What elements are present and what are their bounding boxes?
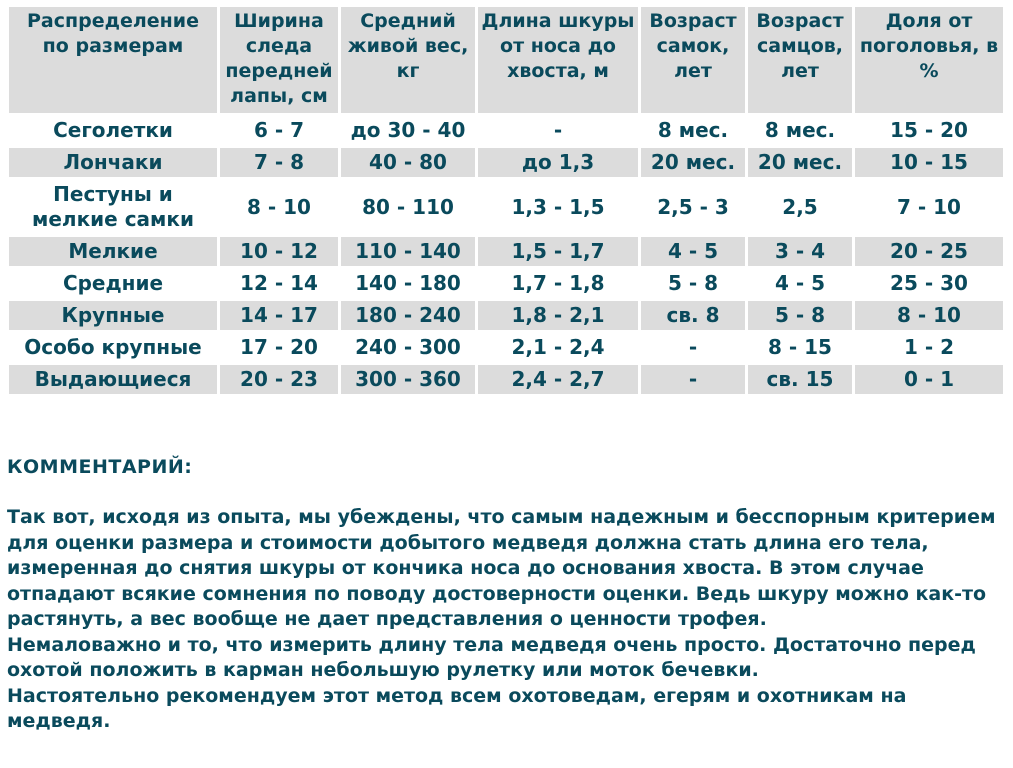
table-cell-skin-length: 1,8 - 2,1 (478, 301, 638, 330)
table-cell-live-weight: 80 - 110 (362, 194, 454, 219)
table-cell-skin-length: 1,5 - 1,7 (478, 237, 638, 266)
table-row (9, 148, 1003, 177)
header-population-share: Доля от поголовья, в % (855, 7, 1003, 113)
table-cell-skin-length: 2,1 - 2,4 (511, 335, 605, 359)
table-cell-live-weight: до 30 - 40 (350, 118, 466, 142)
table-row (9, 301, 1003, 330)
table-cell-population-share: 10 - 15 (855, 148, 1003, 177)
table-cell-male-age: 20 мес. (748, 148, 852, 177)
table-cell-live-weight: 240 - 300 (355, 335, 461, 359)
table-row (9, 116, 1003, 145)
table-cell-skin-length: 1,3 - 1,5 (511, 194, 605, 219)
table-cell-female-age: 2,5 - 3 (657, 194, 729, 219)
comment-heading: КОММЕНТАРИЙ: (7, 456, 193, 478)
table-cell-paw-width: 8 - 10 (247, 194, 311, 219)
table-cell-size-class: Средние (62, 271, 164, 295)
table-cell-skin-length: - (553, 118, 563, 142)
table-cell-female-age: 8 мес. (657, 118, 729, 142)
table-cell-male-age: 2,5 (782, 194, 818, 219)
table-cell-male-age: 3 - 4 (748, 237, 852, 266)
comment-body (7, 505, 1007, 735)
table-cell-male-age: 8 - 15 (768, 335, 832, 359)
table-cell-male-age: 5 - 8 (748, 301, 852, 330)
header-live-weight: Средний живой вес, кг (341, 7, 475, 113)
table-row (9, 365, 1003, 394)
table-cell-live-weight: 40 - 80 (341, 148, 475, 177)
table-cell-population-share: 25 - 30 (890, 271, 968, 295)
header-skin-length: Длина шкуры от носа до хвоста, м (478, 7, 638, 113)
comment-paragraph: Немаловажно и то, что измерить длину тела медведя очень просто. Достаточно перед охотой положить в карман небольшую рулетку или моток бечевки. (7, 633, 976, 681)
comment-paragraph: Так вот, исходя из опыта, мы убеждены, что самым надежным и бесспорным критерием для оценки размера и стоимости добытого медведя должна стать длина его тела, измеренная до снятия шкуры от кончика носа до основания хвоста. В этом случае отпадают всякие сомнения по поводу достоверности оценки. Ведь шкуру можно как-то растянуть, а вес вообще не дает представления о ценности трофея. (7, 506, 996, 630)
table-cell-live-weight: 140 - 180 (355, 271, 461, 295)
header-male-age: Возраст самцов, лет (748, 7, 852, 113)
table-cell-size-class: Пестуны и мелкие самки (32, 182, 194, 231)
table-cell-skin-length: 1,7 - 1,8 (511, 271, 605, 295)
table-cell-live-weight: 110 - 140 (341, 237, 475, 266)
table-cell-size-class: Особо крупные (24, 335, 202, 359)
table-cell-paw-width: 20 - 23 (220, 365, 338, 394)
table-cell-population-share: 1 - 2 (903, 335, 955, 359)
table-cell-size-class: Крупные (9, 301, 217, 330)
table-row (9, 269, 1003, 298)
table-cell-female-age: 4 - 5 (641, 237, 745, 266)
table-cell-size-class: Сеголетки (53, 118, 173, 142)
table-cell-paw-width: 7 - 8 (220, 148, 338, 177)
table-row (9, 237, 1003, 266)
table-cell-population-share: 20 - 25 (855, 237, 1003, 266)
table-cell-population-share: 7 - 10 (897, 194, 961, 219)
table-cell-female-age: св. 8 (641, 301, 745, 330)
table-cell-female-age: 5 - 8 (667, 271, 719, 295)
table-cell-skin-length: 2,4 - 2,7 (478, 365, 638, 394)
table-cell-male-age: 8 мес. (764, 118, 836, 142)
table-cell-male-age: св. 15 (748, 365, 852, 394)
table-cell-male-age: 4 - 5 (774, 271, 826, 295)
header-size-class: Распределение по размерам (9, 7, 217, 113)
table-cell-size-class: Мелкие (9, 237, 217, 266)
table-cell-female-age: - (641, 365, 745, 394)
table-row (9, 333, 1003, 362)
header-paw-width: Ширина следа передней лапы, см (220, 7, 338, 113)
table-header-row (9, 7, 1003, 113)
table-cell-live-weight: 300 - 360 (341, 365, 475, 394)
table-cell-paw-width: 17 - 20 (240, 335, 318, 359)
table-cell-female-age: - (688, 335, 698, 359)
table-cell-size-class: Выдающиеся (9, 365, 217, 394)
header-female-age: Возраст самок, лет (641, 7, 745, 113)
table-cell-size-class: Лончаки (9, 148, 217, 177)
table-cell-population-share: 15 - 20 (890, 118, 968, 142)
table-cell-paw-width: 6 - 7 (253, 118, 305, 142)
table-cell-female-age: 20 мес. (641, 148, 745, 177)
table-cell-live-weight: 180 - 240 (341, 301, 475, 330)
bear-size-table (6, 4, 1006, 397)
table-row (9, 180, 1003, 234)
table-cell-paw-width: 12 - 14 (240, 271, 318, 295)
table-cell-skin-length: до 1,3 (478, 148, 638, 177)
table-cell-population-share: 8 - 10 (855, 301, 1003, 330)
table-cell-paw-width: 10 - 12 (220, 237, 338, 266)
table-cell-paw-width: 14 - 17 (220, 301, 338, 330)
table-cell-population-share: 0 - 1 (855, 365, 1003, 394)
comment-paragraph: Настоятельно рекомендуем этот метод всем охотоведам, егерям и охотникам на медведя. (7, 684, 907, 732)
